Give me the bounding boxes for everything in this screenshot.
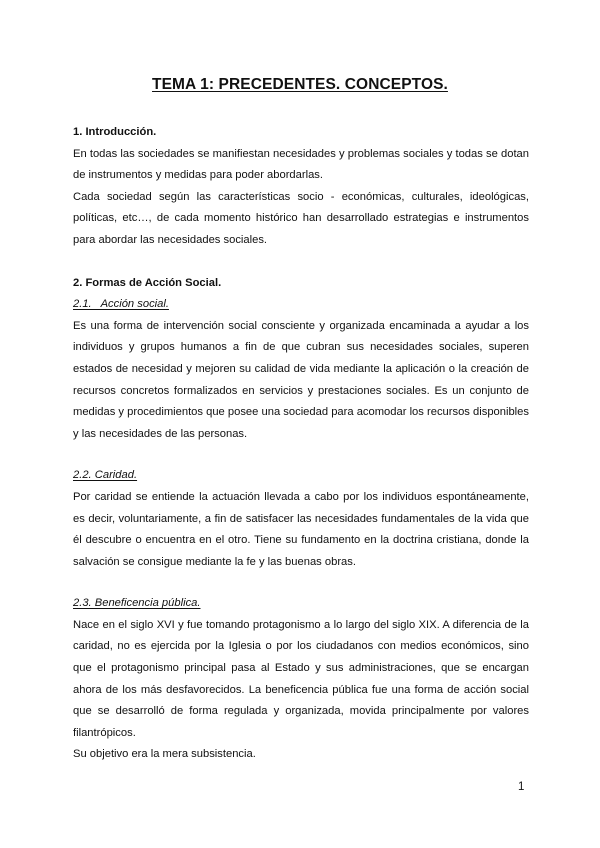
beneficencia-paragraph: Nace en el siglo XVI y fue tomando protagonismo a lo largo del siglo XIX. A diferencia de la caridad, no es ejercida por la Iglesia o por los ciudadanos con medios económicos, sino que el protagonismo principal pasa al Estado y sus administraciones, que se encargan ahora de los más desfavorecidos. La beneficencia pública fue una forma de acción social que se desarrolló de forma regulada y organizada, movida principalmente por valores filantrópicos. [73, 618, 529, 739]
beneficencia-paragraph-end: Su objetivo era la mera subsistencia. [73, 748, 256, 761]
caridad-paragraph: Por caridad se entiende la actuación llevada a cabo por los individuos espontáneamente, es decir, voluntariamente, a fin de satisfacer las necesidades fundamentales de la vida que él descubre o encuentra en el otro. Tiene su fundamento en la doctrina cristiana, donde la salvación se consigue mediante la fe y las buenas obras. [73, 490, 529, 568]
subheading-beneficencia: 2.3. Beneficencia pública. [73, 597, 201, 610]
intro-paragraph-2: Cada sociedad según las características socio - económicas, culturales, ideológicas, políticas, etc…, de cada momento histórico han desarrollado estrategias e instrumentos para abordar las necesidades sociales. [73, 190, 529, 246]
section-heading-formas: 2. Formas de Acción Social. [73, 276, 222, 289]
subheading-accion-social: 2.1. Acción social. [73, 298, 169, 311]
subheading-caridad: 2.2. Caridad. [73, 469, 138, 482]
document-body [73, 122, 529, 766]
accion-social-paragraph: Es una forma de intervención social consciente y organizada encaminada a ayudar a los individuos y grupos humanos a fin de que cubran sus necesidades sociales, superen estados de necesidad y mejoren su calidad de vida mediante la aplicación o la creación de recursos concretos formalizados en servicios y prestaciones sociales. Es un conjunto de medidas y procedimientos que posee una sociedad para acomodar los recursos disponibles y las necesidades de las personas. [73, 319, 529, 440]
document-title: TEMA 1: PRECEDENTES. CONCEPTOS. [152, 76, 448, 93]
page-number: 1 [518, 781, 525, 793]
section-heading-introduccion: 1. Introducción. [73, 126, 157, 138]
intro-paragraph-1: En todas las sociedades se manifiestan necesidades y problemas sociales y todas se dotan de instrumentos y medidas para poder abordarlas. [73, 147, 529, 182]
